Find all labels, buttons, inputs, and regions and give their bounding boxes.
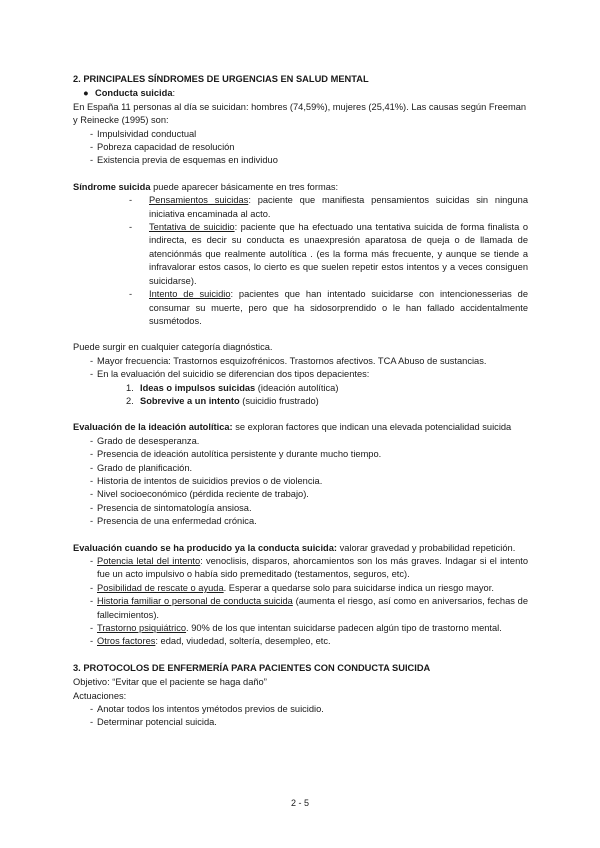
eval-text: se exploran factores que indican una elevada potencialidad suicida [232,422,512,433]
list-item-text: Impulsividad conductual [97,128,197,139]
conduct-term: Otros factores [97,636,156,647]
list-item: - Presencia de ideación autolítica persistente y durante mucho tiempo. [90,449,382,460]
conduct-term: Historia familiar o personal de conducta suicida [97,596,293,607]
category-list [73,355,528,382]
form-text: : paciente que manifiesta pensamientos suicidas sin ninguna iniciativa encaminada al acto. [149,195,528,219]
list-item: - Nivel socioeconómico (pérdida reciente de trabajo). [90,489,309,500]
sindrome-paragraph [73,181,528,194]
subtitle-text: Conducta suicida [95,88,173,99]
conduct-text: valorar gravedad y probabilidad repetición. [337,542,516,553]
list-item: - En la evaluación del suicidio se diferencian dos tipos depacientes: [90,369,370,380]
list-item [73,395,528,408]
item-number: 1. [126,382,134,393]
patient-type-text: (suicidio frustrado) [239,395,319,406]
list-item: - Tentativa de suicidio: paciente que ha efectuado una tentativa suicida de forma finalista o indirecta, es decir su conducta es unaexpresión aparatosa de queja o de llamada de atenciónmás que realmente autolítica . (es la forma más frecuente, y aunque se tiende a infravalorar estos casos, lo cierto es que suelen repetir estos intentos y a veces consiguen suicidarse). [129,222,528,286]
list-item: - Pobreza capacidad de resolución [90,142,235,153]
sindrome-bold: Síndrome suicida [73,181,151,192]
list-item-text: Grado de desesperanza. [97,435,200,446]
conduct-item-text: . Esperar a quedarse solo para suicidarse indica un riesgo mayor. [223,582,494,593]
conduct-list [73,555,528,649]
patient-type-bold: Ideas o impulsos suicidas [140,382,256,393]
sindrome-text: puede aparecer básicamente en tres formas: [150,181,339,192]
form-text: : paciente que ha efectuado una tentativa suicida de forma finalista o indirecta, es decir su conducta es unaexpresión aparatosa de queja o de llamada de atenciónmás que realmente autolítica . (es la forma más frecuente, y aunque se tiende a infravalorar estos casos, lo cierto es que suelen repetir estos intentos y a veces consiguen suicidarse). [149,222,528,286]
list-item: - Posibilidad de rescate o ayuda. Esperar a quedarse solo para suicidarse indica un riesgo mayor. [90,582,494,593]
conduct-item-text: : edad, viudedad, soltería, desempleo, etc. [155,636,331,647]
list-item: - Grado de desesperanza. [90,435,200,446]
list-item: - Determinar potencial suicida. [90,717,217,728]
conduct-item-text: (aumenta el riesgo, así como en aniversarios, fechas de fallecimientos). [97,596,528,620]
conduct-term: Posibilidad de rescate o ayuda [97,582,224,593]
list-item: - Pensamientos suicidas: paciente que manifiesta pensamientos suicidas sin ninguna iniciativa encaminada al acto. [129,195,528,219]
objective: Objetivo: “Evitar que el paciente se haga daño” [73,677,267,688]
subtitle-colon: : [172,88,176,99]
conduct-paragraph [73,542,528,555]
list-item-text: Determinar potencial suicida. [97,717,217,728]
page-number: 2 - 5 [290,798,309,808]
patient-type-text: (ideación autolítica) [255,382,339,393]
form-term: Pensamientos suicidas [149,195,249,206]
list-item: - Otros factores: edad, viudedad, soltería, desempleo, etc. [90,636,331,647]
list-item [73,382,528,395]
document-page [73,73,528,730]
bullet-dot-icon: ● [83,88,89,99]
list-item: - Existencia previa de esquemas en individuo [90,155,278,166]
conduct-item-text: . 90% de los que intentan suicidarse padecen algún tipo de trastorno mental. [186,623,502,634]
forms-list [73,194,528,328]
conduct-item-text: : venoclisis, disparos, ahorcamientos son los más graves. Indagar si el intento fue un acto impulsivo o había sido premeditado (testamentos, seguros, etc). [97,556,528,580]
list-item: - Historia de intentos de suicidios previos o de violencia. [90,475,323,486]
list-item: - Impulsividad conductual [90,128,197,139]
list-item-text: Existencia previa de esquemas en individuo [97,155,278,166]
list-item: - Grado de planificación. [90,462,193,473]
list-item: - Presencia de sintomatología ansiosa. [90,502,252,513]
form-text: : pacientes que han intentado suicidarse con intencionesserias de consumar su muerte, pero que ha sidosorprendido o le han fallado accidentalmente susmétodos. [149,289,528,326]
conduct-term: Potencia letal del intento [97,556,201,566]
list-item: - Trastorno psiquiátrico. 90% de los que intentan suicidarse padecen algún tipo de trastorno mental. [90,623,502,634]
item-number: 2. [126,395,134,406]
list-item-text: Historia de intentos de suicidios previos o de violencia. [97,475,323,486]
list-item: - Intento de suicidio: pacientes que han intentado suicidarse con intencionesserias de consumar su muerte, pero que ha sidosorprendido o le han fallado accidentalmente susmétodos. [129,289,528,326]
list-item-text: En la evaluación del suicidio se diferencian dos tipos depacientes: [97,369,370,380]
list-item: - Anotar todos los intentos ymétodos previos de suicidio. [90,704,324,715]
causes-list [73,128,528,168]
list-item-text: Grado de planificación. [97,462,193,473]
form-term: Tentativa de suicidio [149,222,235,233]
list-item: - Mayor frecuencia: Trastornos esquizofrénicos. Trastornos afectivos. TCA Abuso de sustancias. [90,355,487,366]
list-item-text: Pobreza capacidad de resolución [97,142,235,153]
conduct-bold: Evaluación cuando se ha producido ya la conducta suicida: [73,542,337,553]
section-3-title: 3. PROTOCOLOS DE ENFERMERÍA PARA PACIENTES CON CONDUCTA SUICIDA [73,662,431,673]
eval-bold: Evaluación de la ideación autolítica: [73,422,233,433]
intro-paragraph: En España 11 personas al día se suicidan: hombres (74,59%), mujeres (25,41%). Las causas según Freeman y Reinecke (1995) son: [73,101,527,126]
list-item: - Potencia letal del intento: venoclisis, disparos, ahorcamientos son los más graves. Indagar si el intento fue un acto impulsivo o había sido premeditado (testamentos, seguros, etc). [90,556,528,580]
list-item-text: Nivel socioeconómico (pérdida reciente de trabajo). [97,489,309,500]
actions-list [73,703,528,730]
conduct-term: Trastorno psiquiátrico [97,623,187,634]
list-item: - Historia familiar o personal de conducta suicida (aumenta el riesgo, así como en aniversarios, fechas de fallecimientos). [90,596,528,620]
section-2-title: 2. PRINCIPALES SÍNDROMES DE URGENCIAS EN SALUD MENTAL [73,74,369,84]
category-intro: Puede surgir en cualquier categoría diagnóstica. [73,342,273,353]
patient-type-bold: Sobrevive a un intento [140,395,240,406]
list-item: - Presencia de una enfermedad crónica. [90,516,257,527]
eval-paragraph [73,421,528,434]
eval-list [73,435,528,529]
actions-label: Actuaciones: [73,690,127,701]
list-item-text: Anotar todos los intentos ymétodos previos de suicidio. [97,704,324,715]
patient-types-list [73,382,528,409]
list-item-text: Mayor frecuencia: Trastornos esquizofrénicos. Trastornos afectivos. TCA Abuso de sustancias. [97,355,487,366]
form-term: Intento de suicidio [149,289,231,300]
list-item-text: Presencia de sintomatología ansiosa. [97,502,252,513]
list-item-text: Presencia de ideación autolítica persistente y durante mucho tiempo. [97,449,382,460]
list-item-text: Presencia de una enfermedad crónica. [97,516,257,527]
subtitle-conducta-suicida [73,87,528,100]
